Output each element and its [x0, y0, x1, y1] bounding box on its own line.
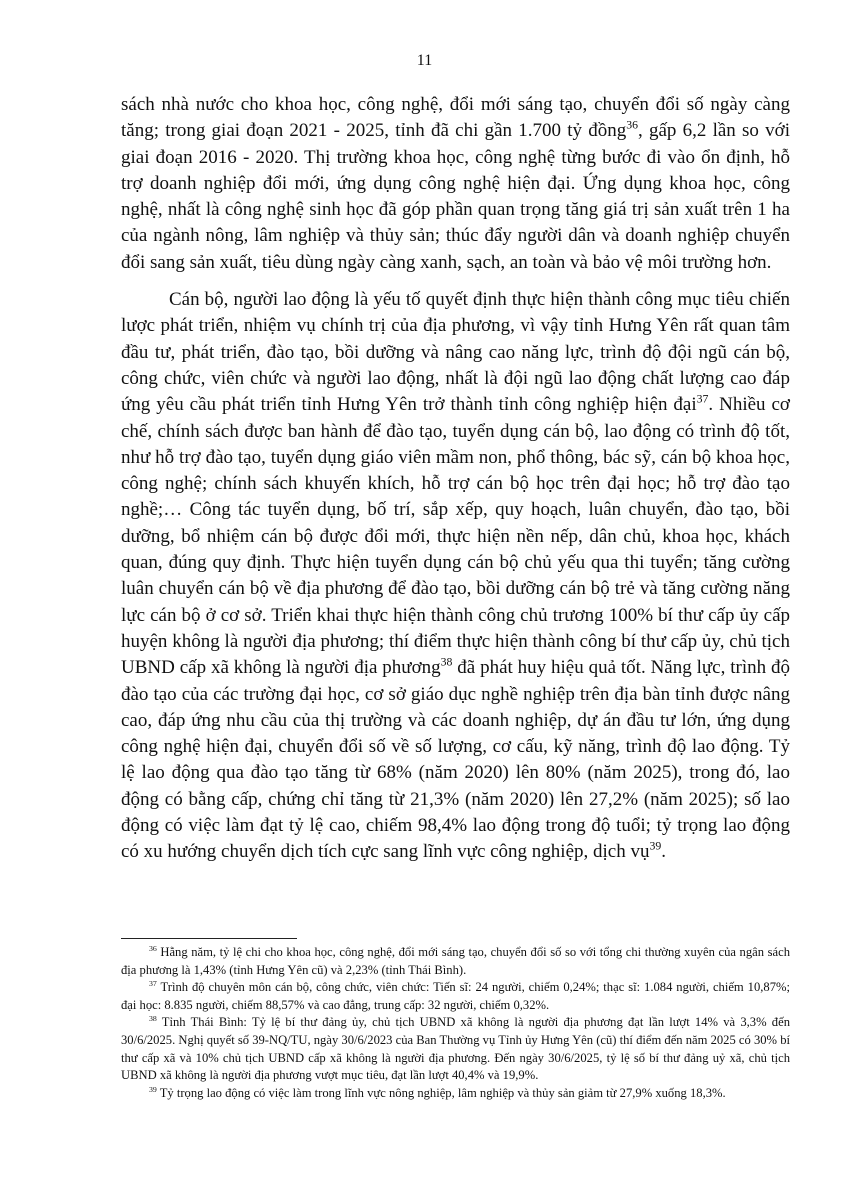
footnote-ref[interactable]: 36	[626, 118, 638, 132]
footnote-separator	[121, 938, 297, 939]
paragraph	[121, 92, 790, 276]
footnotes	[121, 944, 790, 1102]
footnote-number: 37	[149, 979, 157, 988]
footnote-number: 38	[149, 1014, 157, 1024]
footnote	[121, 944, 790, 979]
paragraph	[121, 287, 790, 866]
text-run: . Nhiều cơ chế, chính sách được ban hành để đào tạo, tuyển dụng cán bộ, lao động có trình độ tốt, như hỗ trợ đào tạo, tuyển dụng giáo viên mầm non, phổ thông, bác sỹ, cán bộ khoa học, công nghệ; chính sách khuyến khích, hỗ trợ cán bộ học trên đại học; hỗ trợ đào tạo nghề;… Công tác tuyển dụng, bố trí, sắp xếp, quy hoạch, luân chuyển, đào tạo, bồi dưỡng, bổ nhiệm cán bộ được đổi mới, thực hiện nền nếp, dân chủ, khoa học, khách quan, đúng quy định. Thực hiện tuyển dụng cán bộ chủ yếu qua thi tuyển; tăng cường luân chuyển cán bộ về địa phương để đào tạo, bồi dưỡng cán bộ trẻ và tăng cường năng lực cán bộ ở cơ sở. Triển khai thực hiện thành công chủ trương 100% bí thư cấp ủy cấp huyện không là người địa phương; thí điểm thực hiện thành công bí thư cấp ủy, chủ tịch UBND cấp xã không là người địa phương	[121, 394, 790, 679]
text-run: đã phát huy hiệu quả tốt. Năng lực, trình độ đào tạo của các trường đại học, cơ sở giáo dục nghề nghiệp trên địa bàn tỉnh được nâng cao, đáp ứng nhu cầu của thị trường và các doanh nghiệp, dự án đầu tư lớn, ứng dụng công nghệ hiện đại, chuyển đổi số về số lượng, cơ cấu, kỹ năng, trình độ lao động. Tỷ lệ lao động qua đào tạo tăng từ 68% (năm 2020) lên 80% (năm 2025), trong đó, lao động có bằng cấp, chứng chỉ tăng từ 21,3% (năm 2020) lên 27,2% (năm 2025); số lao động có việc làm đạt tỷ lệ cao, chiếm 98,4% lao động trong độ tuổi; tỷ trọng lao động có xu hướng chuyển dịch tích cực sang lĩnh vực công nghiệp, dịch vụ	[121, 657, 790, 863]
footnote-number: 39	[149, 1084, 157, 1094]
text-run: , gấp 6,2 lần so với giai đoạn 2016 - 2020. Thị trường khoa học, công nghệ từng bước đi vào ổn định, hỗ trợ doanh nghiệp đổi mới, ứng dụng công nghệ hiện đại. Ứng dụng khoa học, công nghệ, nhất là công nghệ sinh học đã góp phần quan trọng tăng giá trị sản xuất trên 1 ha của ngành nông, lâm nghiệp và thủy sản; thúc đẩy người dân và doanh nghiệp chuyển đổi sang sản xuất, tiêu dùng ngày càng xanh, sạch, an toàn và bảo vệ môi trường hơn.	[121, 120, 790, 273]
footnote-ref[interactable]: 39	[649, 839, 662, 853]
footnote-ref[interactable]: 37	[696, 392, 709, 406]
footnote-ref[interactable]: 38	[440, 655, 453, 669]
text-run: .	[661, 841, 666, 863]
text-run: Cán bộ, người lao động là yếu tố quyết định thực hiện thành công mục tiêu chiến lược phát triển, nhiệm vụ chính trị của địa phương, vì vậy tỉnh Hưng Yên rất quan tâm đầu tư, phát triển, đào tạo, bồi dưỡng và nâng cao năng lực, trình độ đội ngũ cán bộ, công chức, viên chức và người lao động, nhất là đội ngũ lao động chất lượng cao đáp ứng yêu cầu phát triển tỉnh Hưng Yên trở thành tỉnh công nghiệp hiện đại	[121, 289, 790, 416]
footnote-text: Trình độ chuyên môn cán bộ, công chức, viên chức: Tiến sĩ: 24 người, chiếm 0,24%; thạc sĩ: 1.084 người, chiếm 10,87%; đại học: 8.835 người, chiếm 88,57% và cao đẳng, trung cấp: 32 người, chiếm 0,32%.	[121, 980, 790, 1012]
page-number: 11	[416, 52, 433, 69]
text-run: sách nhà nước cho khoa học, công nghệ, đổi mới sáng tạo, chuyển đổi số ngày càng tăng; trong giai đoạn 2021 - 2025, tỉnh đã chi gần 1.700 tỷ đồng	[121, 94, 790, 142]
footnote-text: Hằng năm, tỷ lệ chi cho khoa học, công nghệ, đổi mới sáng tạo, chuyển đổi số so với tổng chi thường xuyên của ngân sách địa phương là 1,43% (tỉnh Hưng Yên cũ) và 2,23% (tỉnh Thái Bình).	[121, 945, 790, 977]
footnote-text: Tỷ trọng lao động có việc làm trong lĩnh vực nông nghiệp, lâm nghiệp và thủy sản giảm từ 27,9% xuống 18,3%.	[156, 1085, 726, 1100]
footnote-number: 36	[149, 943, 157, 953]
footnote-text: Tỉnh Thái Bình: Tỷ lệ bí thư đảng ủy, chủ tịch UBND xã không là người địa phương đạt lần lượt 14% và 3,3% đến 30/6/2025. Nghị quyết số 39-NQ/TU, ngày 30/6/2023 của Ban Thường vụ Tỉnh ủy Hưng Yên (cũ) thí điểm đến năm 2025 có 30% bí thư cấp xã và 10% chủ tịch UBND cấp xã không là người địa phương. Đến ngày 30/6/2025, tỷ lệ số bí thư đảng uỷ xã, chủ tịch UBND xã không là người địa phương vượt mục tiêu, đạt lần lượt 40,4% và 19,9%.	[121, 1015, 790, 1083]
body-text	[121, 92, 790, 866]
footnote	[121, 1085, 790, 1103]
footnote	[121, 1014, 790, 1084]
footnote	[121, 979, 790, 1014]
